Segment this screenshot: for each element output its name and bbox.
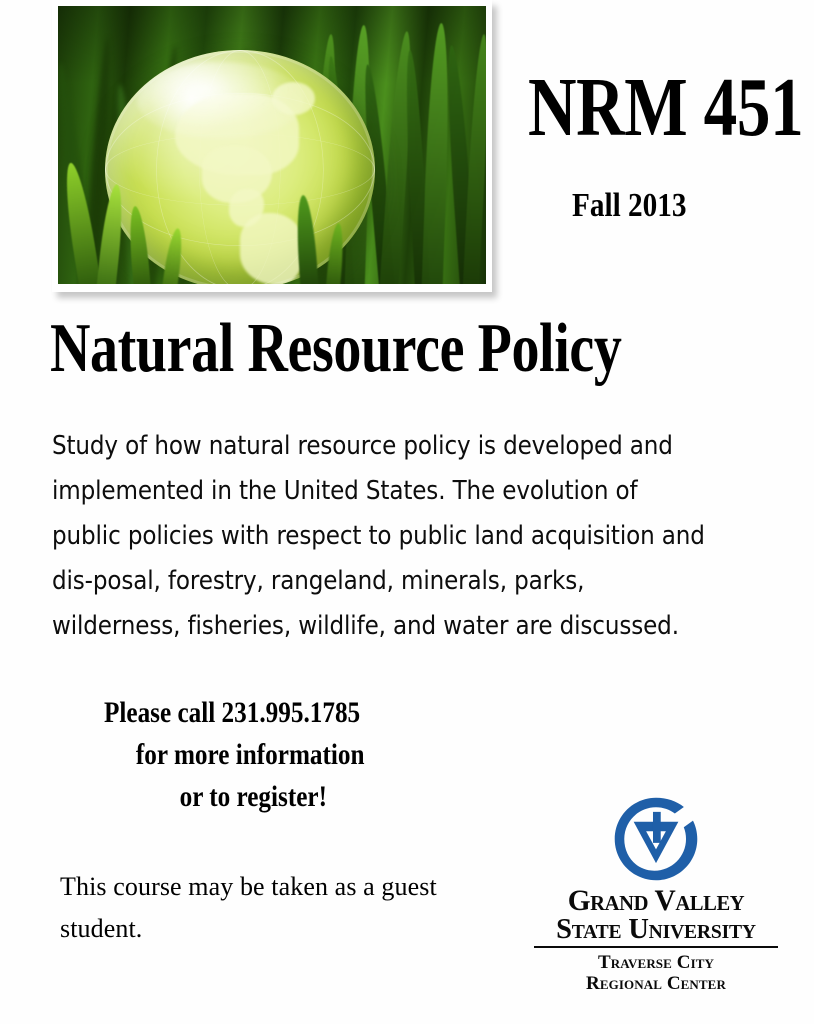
gvsu-wordmark-line-1: Grand Valley [567, 884, 745, 917]
contact-line-info: for more information [135, 738, 365, 771]
gvsu-center-name [530, 952, 782, 995]
course-code: NRM 451 [528, 61, 804, 154]
course-term: Fall 2013 [572, 187, 687, 224]
contact-block [104, 692, 365, 818]
gvsu-wordmark [530, 884, 782, 946]
course-photo-frame [52, 0, 492, 292]
gvsu-center-line-1: Traverse City [597, 952, 714, 974]
page-title: Natural Resource Policy [50, 310, 622, 387]
contact-line-register: or to register! [179, 780, 328, 813]
course-description: Study of how natural resource policy is developed and implemented in the United States. The evolution of public policies with respect to public land acquisition and dis-posal, forestry, rangeland, minerals, parks, wilderness, fisheries, wildlife, and water are discussed. [52, 431, 705, 641]
gvsu-center-line-2: Regional Center [586, 973, 726, 995]
gvsu-laker-mark-icon [613, 796, 699, 882]
guest-student-note: This course may be taken as a guest student. [60, 872, 437, 943]
gvsu-wordmark-line-2: State University [556, 913, 756, 946]
contact-line-call: Please call 231.995.1785 [104, 696, 361, 729]
gvsu-logo [530, 796, 782, 995]
course-photo [58, 6, 486, 284]
logo-divider-rule [534, 946, 778, 948]
